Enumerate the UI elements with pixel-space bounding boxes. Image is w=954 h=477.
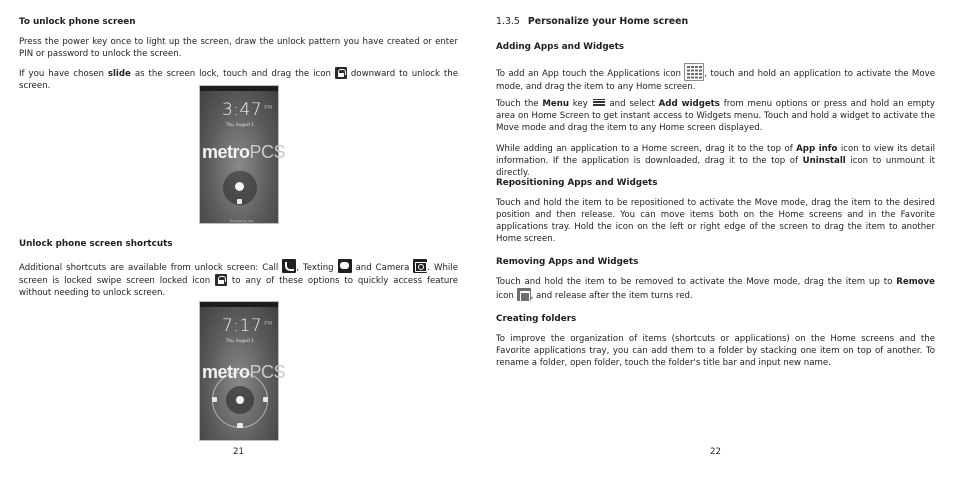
folders-heading: Creating folders: [496, 314, 577, 324]
adding-paragraph-3: While adding an application to a Home screen, drag it to the top of App info icon to view its detail information. If the application is downloaded, drag it to the top of Uninstall icon to unmount it directly.: [496, 144, 936, 179]
unlock-paragraph-1: Press the power key once to light up the screen, draw the unlock pattern you have created or enter PIN or password to unlock the screen.: [19, 37, 458, 60]
phone-clock: 3:47 $^{PM}$: [222, 100, 273, 120]
trash-icon: [517, 288, 531, 301]
repositioning-heading: Repositioning Apps and Widgets: [496, 178, 658, 188]
shortcuts-heading: Unlock phone screen shortcuts: [19, 239, 173, 249]
phone-date: Thu, August 1: [226, 122, 254, 127]
phone-date: Thu, August 1: [226, 338, 254, 343]
repositioning-paragraph: Touch and hold the item to be repositioned to activate the Move mode, drag the item to the desired position and then release. You can move items both on the Home screens and in the Favorite applications tray. Hold the icon on the left or right edge of the screen to drag the item to another Home screen.: [496, 198, 935, 245]
lock-handle-icon[interactable]: [236, 396, 244, 404]
section-title: Personalize your Home screen: [527, 16, 689, 27]
brand-logo: metroPCS: [202, 142, 286, 162]
section-heading: [496, 16, 688, 28]
lock-screen-image-2: [199, 301, 286, 441]
menu-icon: [592, 97, 606, 107]
call-icon[interactable]: [212, 397, 217, 402]
unlock-heading: To unlock phone screen: [19, 17, 136, 27]
folders-paragraph: To improve the organization of items (shortcuts or applications) on the Home screens and the Favorite applications tray, you can add them to a folder by stacking one item on top of another. To rename a folder, open folder, touch the folder's title bar and input new name.: [496, 334, 935, 369]
applications-icon: [684, 63, 704, 81]
camera-icon[interactable]: [237, 423, 243, 428]
lock-handle-icon[interactable]: [235, 182, 244, 191]
lock-icon: [335, 67, 347, 79]
removing-paragraph: Touch and hold the item to be removed to activate the Move mode, drag the item up to Remove icon , and release after the item turns red.: [496, 277, 935, 302]
section-number: 1.3.5: [496, 16, 520, 27]
adding-paragraph-2: Touch the Menu key and select Add widgets from menu options or press and hold an empty area on Home Screen to get instant access to Widgets menu. Touch and hold a widget to activate the Move mode and drag the item to any Home screen displayed.: [496, 99, 936, 134]
brand-logo: metroPCS: [202, 362, 286, 382]
lock-screen-image-1: [199, 85, 286, 224]
page-22: [477, 0, 954, 477]
page-number: 21: [233, 447, 244, 457]
texting-icon: [338, 259, 352, 273]
camera-icon: [237, 199, 242, 204]
lock-icon: [215, 274, 227, 286]
texting-icon[interactable]: [263, 397, 268, 402]
emergency-call-text: Emergency call: [230, 219, 254, 223]
phone-clock: 7:17 $^{PM}$: [222, 316, 273, 336]
page-number: 22: [710, 447, 721, 457]
adding-heading: Adding Apps and Widgets: [496, 42, 625, 52]
shortcuts-paragraph: Additional shortcuts are available from unlock screen: Call , Texting and Camera . While screen is locked swipe screen locked icon to any of these options to quickly access feature without needing to unlock screen.: [19, 259, 458, 299]
call-icon: [282, 259, 296, 273]
unlock-paragraph-2: If you have chosen slide as the screen lock, touch and drag the icon downward to unlock the screen.: [19, 69, 458, 92]
camera-icon: [413, 259, 427, 273]
removing-heading: Removing Apps and Widgets: [496, 257, 639, 267]
adding-paragraph-1: To add an App touch the Applications icon , touch and hold an application to activate the Move mode, and drag the item to any Home screen.: [496, 63, 935, 93]
